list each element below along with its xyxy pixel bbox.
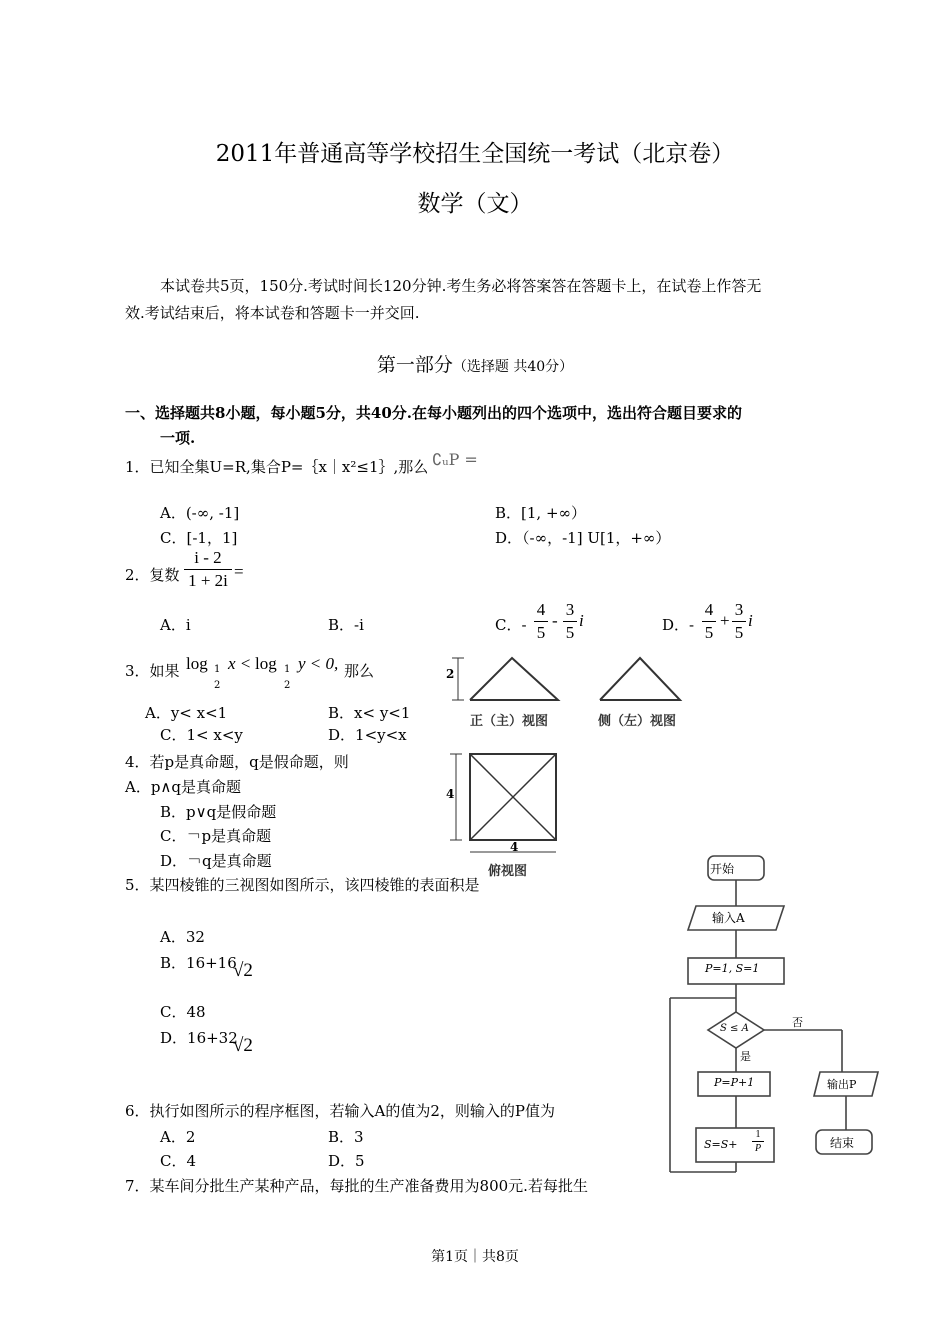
part-title: 第一部分 bbox=[376, 354, 453, 376]
q2-c-minus: - bbox=[552, 611, 558, 630]
q2-option-d-label: D．- bbox=[662, 616, 695, 634]
denominator: 5 bbox=[565, 623, 575, 642]
fraction-bar bbox=[563, 621, 577, 622]
q2-equals: = bbox=[234, 562, 244, 581]
q2-stem: 2．复数 bbox=[125, 566, 180, 584]
q3-option-c: C．1< x<y bbox=[160, 726, 243, 744]
q2-option-b: B．-i bbox=[328, 616, 364, 634]
page-title: 2011年普通高等学校招生全国统一考试（北京卷） bbox=[215, 141, 735, 167]
flow-output: 输出P bbox=[827, 1078, 857, 1091]
three-views-drawing bbox=[440, 650, 700, 880]
numerator: 3 bbox=[565, 600, 575, 619]
q2-c-frac-2 bbox=[563, 600, 577, 643]
top-view-label: 俯视图 bbox=[488, 864, 528, 879]
flow-increment: P=P+1 bbox=[714, 1076, 755, 1089]
denominator: P bbox=[754, 1143, 762, 1154]
denominator: 5 bbox=[704, 623, 714, 642]
q3-x-lt: x < bbox=[228, 654, 252, 673]
q3-log-2: log bbox=[255, 654, 277, 673]
q4-option-d: D．￢q是真命题 bbox=[160, 852, 272, 870]
q2-denominator: 1 + 2i bbox=[188, 571, 228, 590]
q6-option-d: D．5 bbox=[328, 1152, 365, 1170]
q5-option-a: A．32 bbox=[160, 928, 205, 946]
q3-y-lt-0: y < 0, bbox=[298, 654, 339, 673]
q2-d-i: i bbox=[748, 611, 753, 630]
q2-c-i: i bbox=[579, 611, 584, 630]
q4-option-a: A．p∧q是真命题 bbox=[125, 778, 242, 796]
intro-line-2: 效.考试结束后，将本试卷和答题卡一并交回. bbox=[125, 304, 420, 322]
q3-log-1-base-den: 2 bbox=[214, 680, 221, 691]
flow-update: S=S+ bbox=[704, 1138, 738, 1151]
front-height-label: 2 bbox=[446, 667, 455, 681]
q4-option-c: C．￢p是真命题 bbox=[160, 827, 272, 845]
q3-log-2-base-den: 2 bbox=[284, 680, 291, 691]
q6-stem: 6．执行如图所示的程序框图，若输入A的值为2，则输入的P值为 bbox=[125, 1102, 556, 1120]
part-note: （选择题 共40分） bbox=[452, 359, 574, 375]
q1-complement-expr: ∁ᵤP = bbox=[432, 450, 478, 469]
page-footer: 第1页｜共8页 bbox=[431, 1249, 519, 1265]
front-view-label: 正（主）视图 bbox=[470, 714, 549, 729]
denominator: 5 bbox=[536, 623, 546, 642]
intro-line-1: 本试卷共5页，150分.考试时间长120分钟.考生务必将答案答在答题卡上，在试卷上作答无 bbox=[160, 277, 762, 295]
numerator: 1 bbox=[755, 1129, 761, 1140]
section-line-1: 一、选择题共8小题，每小题5分，共40分.在每小题列出的四个选项中，选出符合题目要求的 bbox=[125, 404, 742, 422]
flow-end: 结束 bbox=[830, 1136, 855, 1150]
flow-no-label: 否 bbox=[792, 1016, 803, 1029]
flow-condition: S ≤ A bbox=[720, 1023, 749, 1034]
fraction-bar bbox=[702, 621, 716, 622]
q2-option-c-label: C．- bbox=[495, 616, 527, 634]
flow-yes-label: 是 bbox=[740, 1050, 751, 1063]
numerator: 4 bbox=[536, 600, 546, 619]
q3-stem: 3．如果 bbox=[125, 662, 180, 680]
q6-option-b: B．3 bbox=[328, 1128, 364, 1146]
q6-option-a: A．2 bbox=[160, 1128, 196, 1146]
flow-start: 开始 bbox=[710, 862, 735, 876]
q5-b-sqrt2: √2 bbox=[233, 960, 253, 981]
q3-tail: 那么 bbox=[344, 662, 375, 680]
top-width-label: 4 bbox=[510, 840, 519, 854]
q2-d-plus: + bbox=[720, 611, 730, 630]
flow-update-fraction bbox=[752, 1129, 764, 1154]
q1-option-b: B．[1, +∞） bbox=[495, 504, 587, 522]
q1-stem: 1．已知全集U=R,集合P=｛x｜x²≤1｝,那么 bbox=[125, 458, 429, 476]
q5-d-sqrt2: √2 bbox=[233, 1035, 253, 1056]
q3-log-2-base-num: 1 bbox=[284, 664, 291, 675]
q2-fraction bbox=[184, 548, 232, 591]
numerator: 3 bbox=[734, 600, 744, 619]
q1-option-a: A．(-∞, -1] bbox=[160, 504, 240, 522]
flow-input: 输入A bbox=[712, 911, 745, 925]
fraction-bar bbox=[732, 621, 746, 622]
section-line-2: 一项. bbox=[160, 429, 196, 447]
q2-option-a: A．i bbox=[160, 616, 191, 634]
top-height-label: 4 bbox=[446, 787, 455, 801]
q6-option-c: C．4 bbox=[160, 1152, 197, 1170]
q2-d-frac-1 bbox=[702, 600, 716, 643]
q3-option-a: A．y< x<1 bbox=[145, 704, 228, 722]
denominator: 5 bbox=[734, 623, 744, 642]
q5-option-d: D．16+32 bbox=[160, 1029, 238, 1047]
q3-option-d: D．1<y<x bbox=[328, 726, 407, 744]
q3-log-1: log bbox=[186, 654, 208, 673]
flow-init: P=1, S=1 bbox=[705, 962, 760, 975]
flowchart-drawing bbox=[660, 850, 900, 1180]
q7-stem: 7．某车间分批生产某种产品，每批的生产准备费用为800元.若每批生 bbox=[125, 1177, 588, 1195]
fraction-bar bbox=[752, 1141, 764, 1142]
q1-option-c: C．[-1，1] bbox=[160, 529, 238, 547]
q4-option-b: B．p∨q是假命题 bbox=[160, 803, 277, 821]
q5-option-b: B．16+16 bbox=[160, 954, 237, 972]
q3-log-1-base-num: 1 bbox=[214, 664, 221, 675]
q5-option-c: C．48 bbox=[160, 1003, 206, 1021]
q3-option-b: B．x< y<1 bbox=[328, 704, 411, 722]
side-view-label: 侧（左）视图 bbox=[598, 714, 677, 729]
q5-stem: 5．某四棱锥的三视图如图所示，该四棱锥的表面积是 bbox=[125, 876, 480, 894]
q2-c-frac-1 bbox=[534, 600, 548, 643]
part-heading bbox=[0, 350, 950, 377]
page-subtitle: 数学（文） bbox=[417, 191, 533, 217]
q2-numerator: i - 2 bbox=[194, 548, 222, 567]
q2-d-frac-2 bbox=[732, 600, 746, 643]
fraction-bar bbox=[534, 621, 548, 622]
q4-stem: 4．若p是真命题，q是假命题，则 bbox=[125, 753, 349, 771]
q1-option-d: D．（-∞，-1] U[1，+∞） bbox=[495, 529, 671, 547]
numerator: 4 bbox=[704, 600, 714, 619]
fraction-bar bbox=[184, 569, 232, 570]
